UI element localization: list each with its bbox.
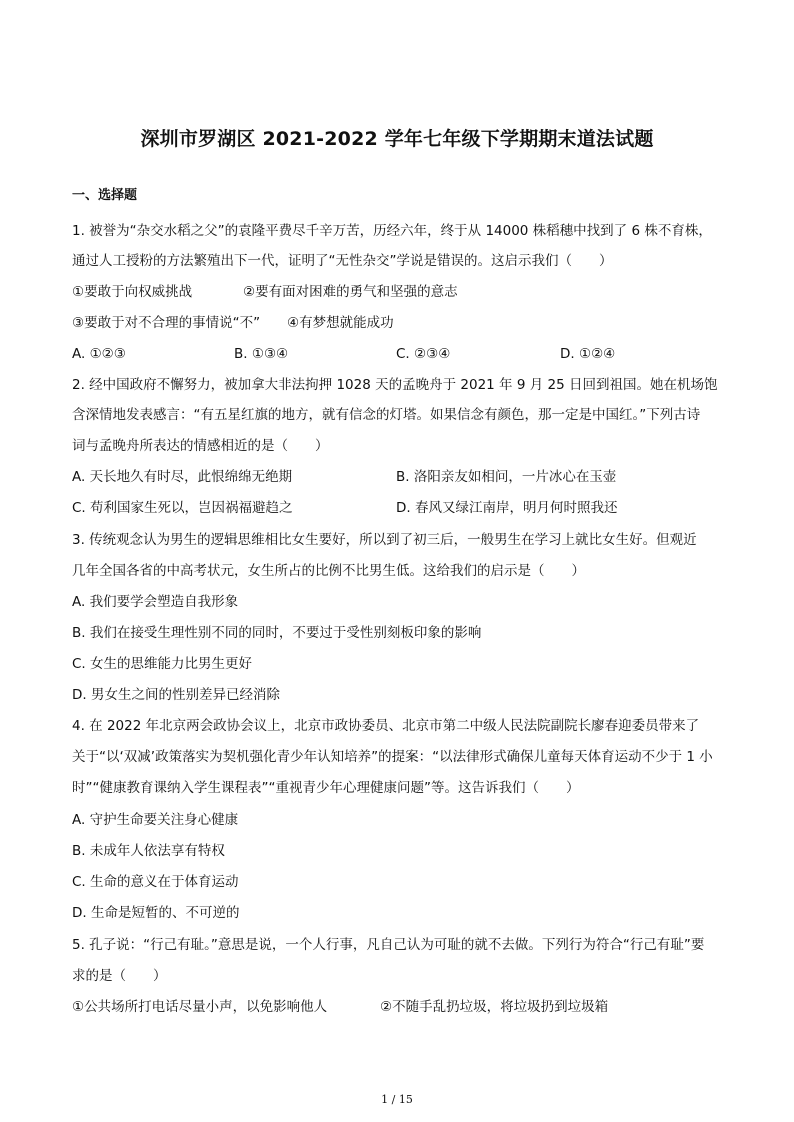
q2-stem-line-1: 2. 经中国政府不懈努力，被加拿大非法拘押 1028 天的孟晚舟于 2021 年 9 月 25 日回到祖国。她在机场饱: [72, 377, 718, 393]
q3-option-c: C. 女生的思维能力比男生更好: [72, 656, 253, 672]
q1-option-b: B. ①③④: [234, 346, 289, 362]
q1-option-d: D. ①②④: [560, 346, 616, 362]
q5-item-2: ②不随手乱扔垃圾，将垃圾扔到垃圾箱: [380, 999, 609, 1015]
q2-option-b: B. 洛阳亲友如相问，一片冰心在玉壶: [396, 469, 617, 485]
q1-item-2: ②要有面对困难的勇气和坚强的意志: [243, 284, 458, 300]
q4-option-b: B. 未成年人依法享有特权: [72, 843, 225, 859]
page-title: 深圳市罗湖区 2021-2022 学年七年级下学期期末道法试题: [140, 128, 654, 150]
q4-stem-line-2: 关于“以‘双减’政策落实为契机强化青少年认知培养”的提案：“以法律形式确保儿童每天体育运动不少于 1 小: [72, 749, 713, 765]
q3-stem-line-2: 几年全国各省的中高考状元，女生所占的比例不比男生低。这给我们的启示是（ ）: [72, 563, 585, 579]
q1-stem-line-2: 通过人工授粉的方法繁殖出下一代，证明了“无性杂交”学说是错误的。这启示我们（ ）: [72, 253, 613, 269]
q2-option-a: A. 天长地久有时尽，此恨绵绵无绝期: [72, 469, 293, 485]
q1-item-1: ①要敢于向权威挑战: [72, 284, 193, 300]
q5-item-1: ①公共场所打电话尽量小声，以免影响他人: [72, 999, 328, 1015]
q3-option-a: A. 我们要学会塑造自我形象: [72, 594, 239, 610]
q4-option-d: D. 生命是短暂的、不可逆的: [72, 905, 240, 921]
q2-option-c: C. 苟利国家生死以，岂因祸福避趋之: [72, 500, 293, 516]
q4-option-c: C. 生命的意义在于体育运动: [72, 874, 239, 890]
page-number: 1 / 15: [381, 1093, 413, 1106]
q2-option-d: D. 春风又绿江南岸，明月何时照我还: [396, 500, 618, 516]
q4-stem-line-1: 4. 在 2022 年北京两会政协会议上，北京市政协委员、北京市第二中级人民法院副院长廖春迎委员带来了: [72, 718, 700, 734]
q1-stem-line-1: 1. 被誉为“杂交水稻之父”的袁隆平费尽千辛万苦，历经六年，终于从 14000 株稻穗中找到了 6 株不育株，: [72, 223, 712, 239]
q1-item-3: ③要敢于对不合理的事情说“不”: [72, 315, 261, 331]
q3-option-d: D. 男女生之间的性别差异已经消除: [72, 687, 280, 703]
q5-stem-line-2: 求的是（ ）: [72, 968, 167, 984]
q4-option-a: A. 守护生命要关注身心健康: [72, 812, 239, 828]
q3-stem-line-1: 3. 传统观念认为男生的逻辑思维相比女生要好，所以到了初三后，一般男生在学习上就比女生好。但观近: [72, 532, 697, 548]
q2-stem-line-3: 词与孟晚舟所表达的情感相近的是（ ）: [72, 438, 329, 454]
q4-stem-line-3: 时”“健康教育课纳入学生课程表”“重视青少年心理健康问题”等。这告诉我们（ ）: [72, 780, 580, 796]
q1-option-a: A. ①②③: [72, 346, 126, 362]
q3-option-b: B. 我们在接受生理性别不同的同时，不要过于受性别刻板印象的影响: [72, 625, 482, 641]
section-heading: 一、选择题: [72, 188, 138, 203]
q1-option-c: C. ②③④: [396, 346, 451, 362]
q1-item-4: ④有梦想就能成功: [287, 315, 394, 331]
q5-stem-line-1: 5. 孔子说：“行己有耻。”意思是说，一个人行事，凡自己认为可耻的就不去做。下列行为符合“行己有耻”要: [72, 937, 705, 953]
q2-stem-line-2: 含深情地发表感言：“有五星红旗的地方，就有信念的灯塔。如果信念有颜色，那一定是中国红。”下列古诗: [72, 407, 701, 423]
